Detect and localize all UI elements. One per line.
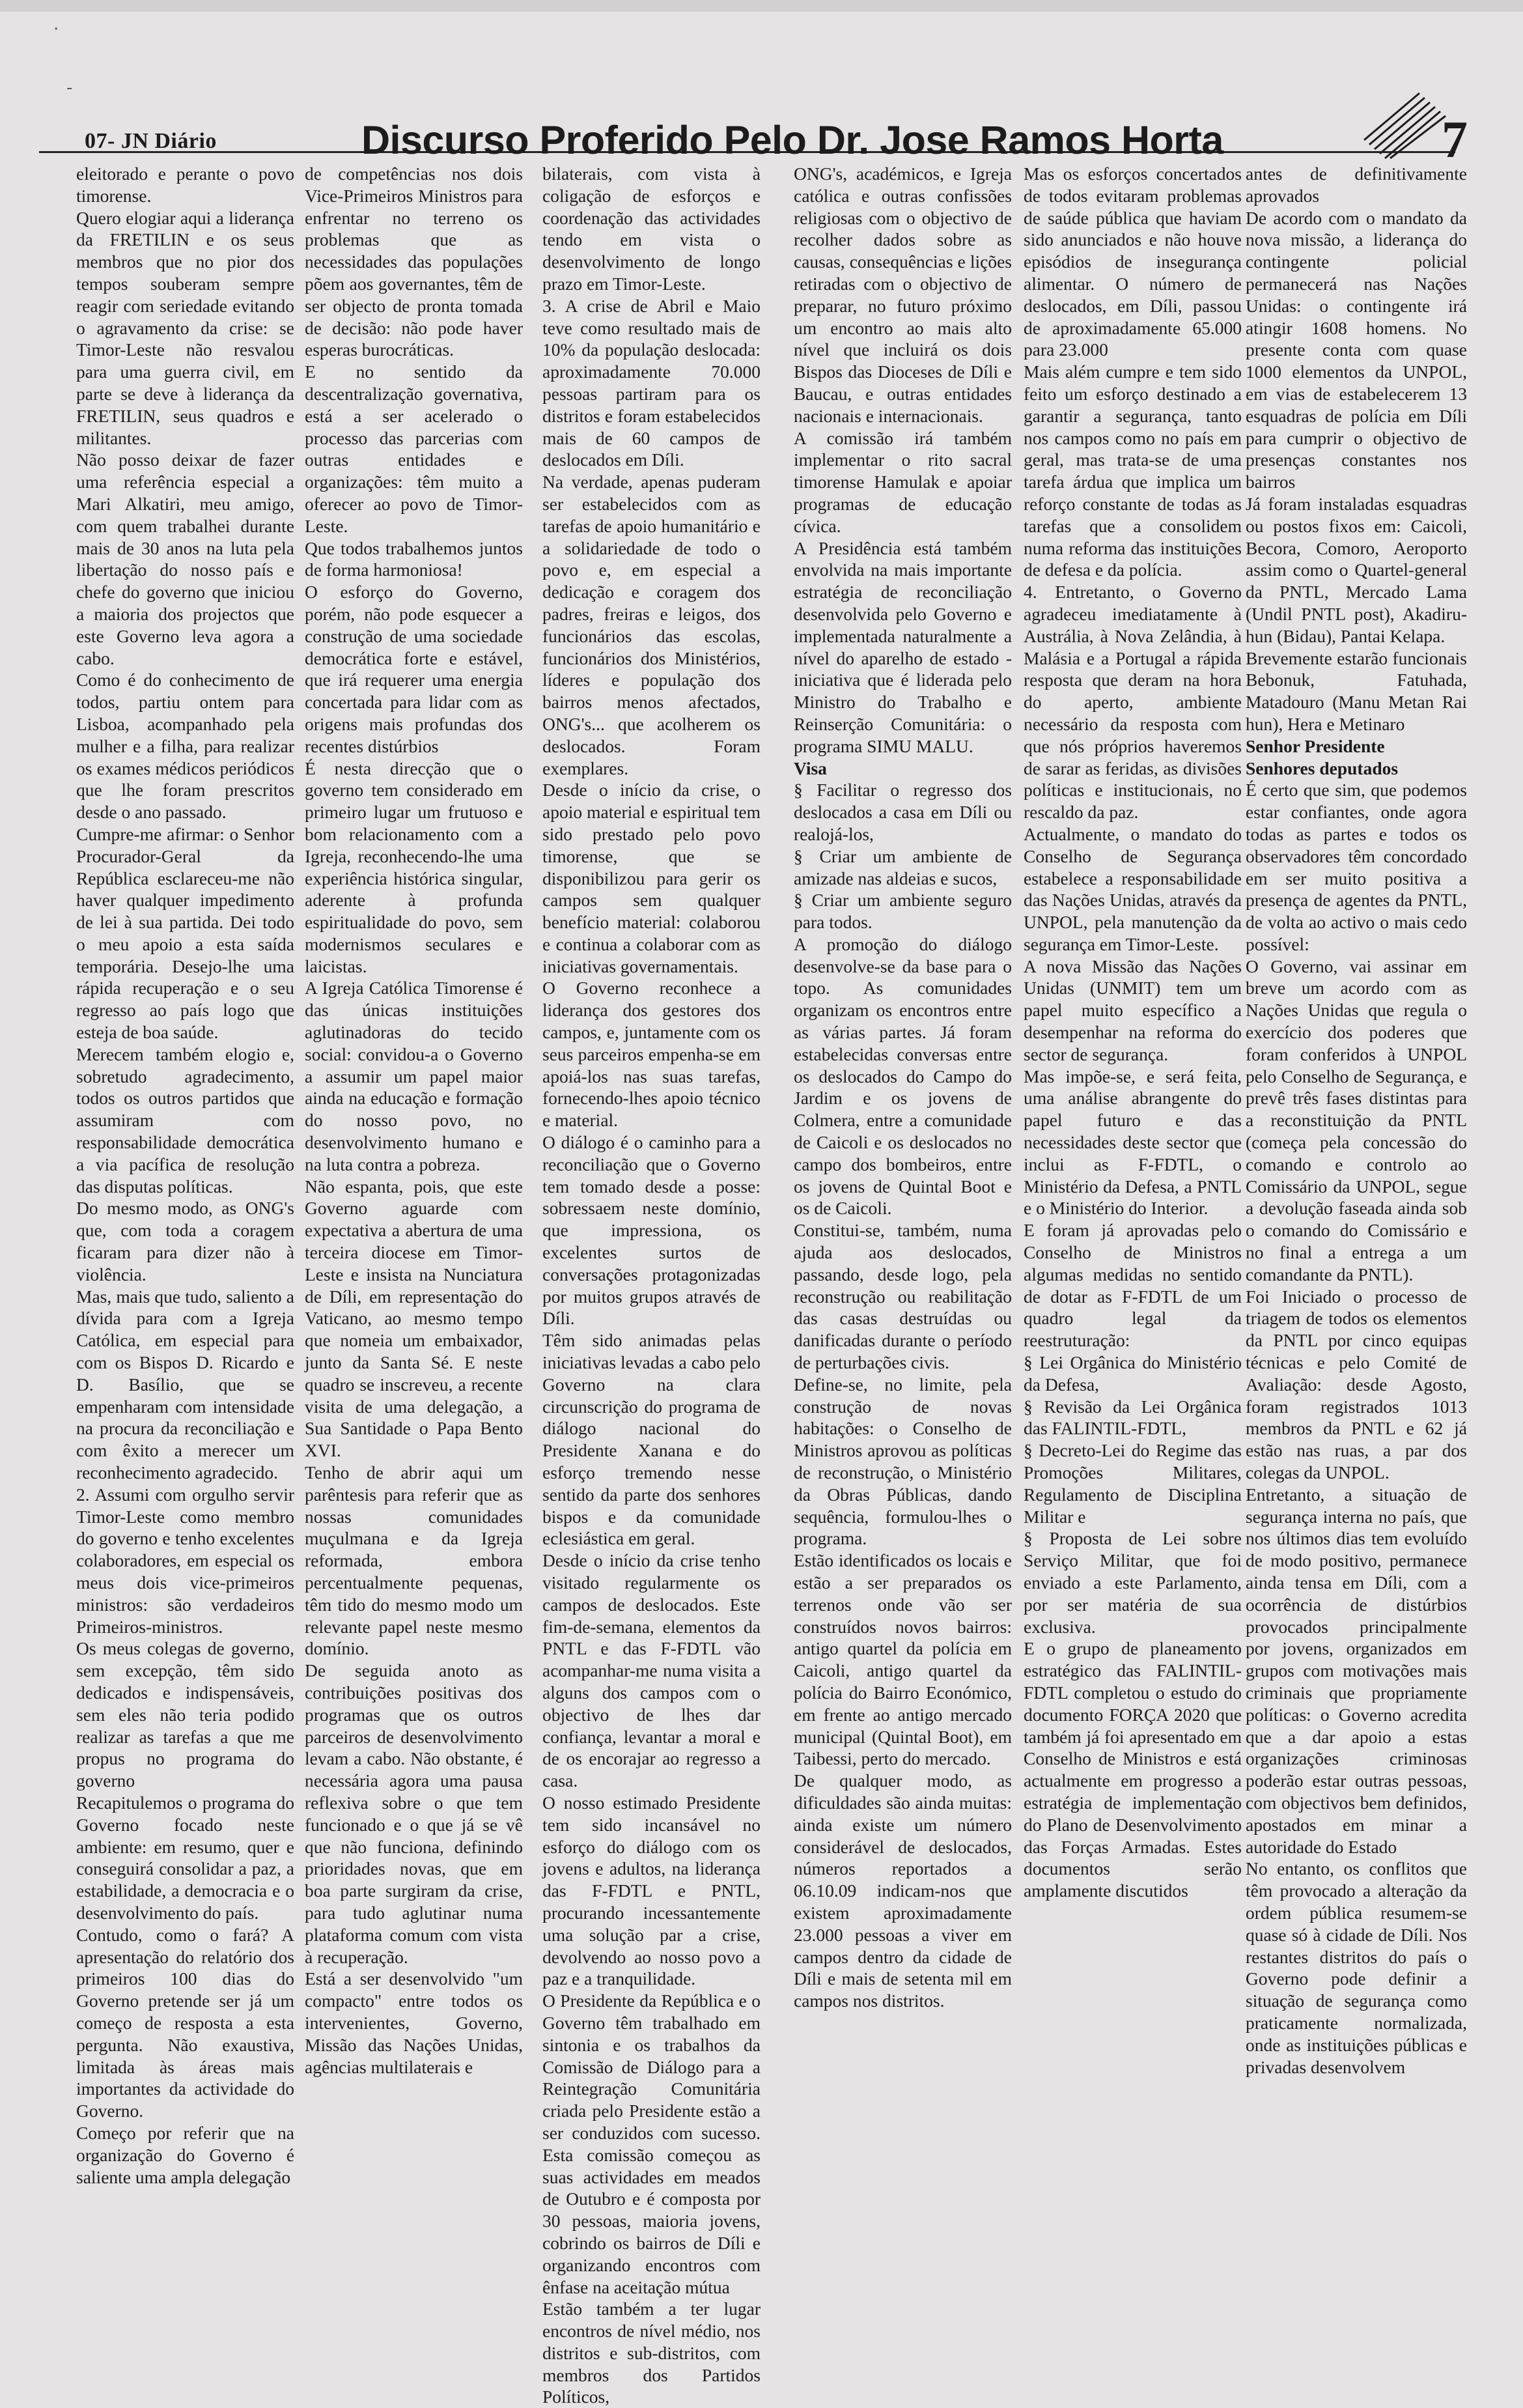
paragraph: Cumpre-me afirmar: o Senhor Procurador-Geral da República esclareceu-me não haver qualquer impedimento de lei à sua partida. Dei todo o meu apoio a esta saída temporária. Desejo-lhe uma rápida recuperação e o seu regresso ao país logo que esteja de boa saúde. — [76, 823, 294, 1043]
paragraph: Na verdade, apenas puderam ser estabelecidos com as tarefas de apoio humanitário e a solidariedade de todo o povo e, em especial a dedicação e coragem dos padres, freiras e leigos, dos funcionários das escolas, funcionários dos Ministérios, líderes e população dos bairros menos afectados, ONG's... que acolherem os deslocados. Foram exemplares. — [542, 472, 761, 778]
paragraph: Merecem também elogio e, sobretudo agradecimento, todos os outros partidos que assumiram com responsabilidade democrática a via pacífica de resolução das disputas políticas. — [76, 1043, 294, 1197]
paragraph: E foram já aprovadas pelo Conselho de Ministros algumas medidas no sentido de dotar as F-FDTL de um quadro legal da reestruturação: — [1024, 1220, 1242, 1351]
paragraph: bilaterais, com vista à coligação de esforços e coordenação das actividades tendo em vista o desenvolvimento de longo prazo em Timor-Leste. — [542, 163, 761, 294]
paragraph: ONG's, académicos, e Igreja católica e outras confissões religiosas com o objectivo de recolher dados sobre as causas, consequências e lições retiradas com o objectivo de preparar, no futuro próximo um encontro ao mais alto nível que incluirá os dois Bispos das Dioceses de Díli e Baucau, e outras entidades nacionais e internacionais. — [794, 163, 1012, 426]
paragraph: Foi Iniciado o processo de triagem de todos os elementos da PNTL por cinco equipas técnicas e pelo Comité de Avaliação: desde Agosto, foram registrados 1013 membros da PNTL e 62 já estão nas ruas, a par dos colegas da UNPOL. — [1246, 1286, 1467, 1483]
paragraph: antes de definitivamente aprovados — [1246, 163, 1467, 206]
paragraph: de competências nos dois Vice-Primeiros Ministros para enfrentar no terreno os problemas que as necessidades das populações põem aos governantes, têm de ser objecto de pronta tomada de decisão: não pode haver esperas burocráticas. — [305, 163, 523, 360]
paragraph: O Governo, vai assinar em breve um acordo com as Nações Unidas que regula o exercício dos poderes que foram conferidos à UNPOL pelo Conselho de Segurança, e prevê três fases distintas para a reconstituição da PNTL (começa pela concessão do comando e controlo ao Comissário da UNPOL, segue a devolução faseada ainda sob o comando do Comissário e no final a entrega a um comandante da PNTL). — [1246, 956, 1467, 1284]
paragraph: A Presidência está também envolvida na mais importante estratégia de reconciliação desenvolvida pelo Governo e implementada naturalmente a nível do aparelho de estado - iniciativa que é liderada pelo Ministro do Trabalho e Reinserção Comunitária: o programa SIMU MALU. — [794, 537, 1012, 756]
paragraph: 3. A crise de Abril e Maio teve como resultado mais de 10% da população deslocada: aproximadamente 70.000 pessoas partiram para os distritos e foram estabelecidos mais de 60 campos de deslocados em Díli. — [542, 295, 761, 470]
paragraph: § Proposta de Lei sobre Serviço Militar, que foi enviado a este Parlamento, por ser matéria de sua exclusiva. — [1024, 1528, 1242, 1637]
paragraph: A promoção do diálogo desenvolve-se da base para o topo. As comunidades organizam os encontros entre as várias partes. Já foram estabelecidas conversas entre os deslocados do Campo do Jardim e os jovens de Colmera, entre a comunidade de Caicoli e os deslocados no campo dos bombeiros, entre os jovens de Quintal Boot e os de Caicoli. — [794, 933, 1012, 1219]
margin-tick-mark: · — [53, 20, 59, 39]
paragraph: Mas os esforços concertados de todos evitaram problemas de saúde pública que haviam sido anunciados e não houve episódios de insegurança alimentar. O número de deslocados, em Díli, passou de aproximadamente 65.000 para 23.000 — [1024, 163, 1242, 360]
paragraph: Estão identificados os locais e estão a ser preparados os terrenos onde vão ser construídos novos bairros: antigo quartel da polícia em Caicoli, antigo quartel da polícia do Bairro Económico, em frente ao antigo mercado municipal (Quintal Boot), em Taibessi, perto do mercado. — [794, 1550, 1012, 1769]
paragraph: De seguida anoto as contribuições positivas dos programas que os outros parceiros de desenvolvimento levam a cabo. Não obstante, é necessária agora uma pausa reflexiva sobre o que tem funcionado e o que já se vê que não funciona, definindo prioridades novas, que em boa parte surgiram da crise, para tudo aglutinar numa plataforma comum com vista à recuperação. — [305, 1660, 523, 1967]
paragraph: O Presidente da República e o Governo têm trabalhado em sintonia e os trabalhos da Comissão de Diálogo para a Reintegração Comunitária criada pelo Presidente estão a ser conduzidos com sucesso. Esta comissão começou as suas actividades em meados de Outubro e é composta por 30 pessoas, maioria jovens, cobrindo os bairros de Díli e organizando encontros com ênfase na aceitação mútua — [542, 1990, 761, 2297]
paragraph: Como é do conhecimento de todos, partiu ontem para Lisboa, acompanhado pela mulher e a filha, para realizar os exames médicos periódicos que lhe foram prescritos desde o ano passado. — [76, 670, 294, 823]
subheading: Senhor Presidente — [1246, 735, 1385, 756]
paragraph: Contudo, como o fará? A apresentação do relatório dos primeiros 100 dias do Governo pretende ser já um começo de resposta a esta pergunta. Não exaustiva, limitada às áreas mais importantes da actividade do Governo. — [76, 1924, 294, 2121]
paragraph: O diálogo é o caminho para a reconciliação que o Governo tem tomado desde a posse: sobressaem neste domínio, que impressiona, os excelentes surtos de conversações protagonizadas por muitos grupos através de Díli. — [542, 1132, 761, 1329]
paragraph: eleitorado e perante o povo timorense. — [76, 163, 294, 206]
paragraph: Do mesmo modo, as ONG's que, com toda a coragem ficaram para dizer não à violência. — [76, 1198, 294, 1284]
paragraph: Define-se, no limite, pela construção de novas habitações: o Conselho de Ministros aprovou as políticas de reconstrução, o Ministério da Obras Públicas, dando sequência, formulou-lhes o programa. — [794, 1374, 1012, 1549]
paragraph: § Criar um ambiente de amizade nas aldeias e sucos, — [794, 845, 1012, 888]
paragraph: Desde o início da crise tenho visitado regularmente os campos de deslocados. Este fim-de-semana, elementos da PNTL e das F-FDTL vão acompanhar-me numa visita a alguns dos campos com o objectivo de lhes dar confiança, levantar a moral e de os encorajar ao regresso a casa. — [542, 1550, 761, 1791]
paragraph: A Igreja Católica Timorense é das únicas instituições aglutinadoras do tecido social: convidou-a o Governo a assumir um papel maior ainda na educação e formação do nosso povo, no desenvolvimento humano e na luta contra a pobreza. — [305, 978, 523, 1174]
paragraph: O nosso estimado Presidente tem sido incansável no esforço do diálogo com os jovens e adultos, na liderança das F-FDTL e PNTL, procurando incessantemente uma solução par a crise, devolvendo ao nosso povo a paz e a tranquilidade. — [542, 1792, 761, 1989]
paragraph: E no sentido da descentralização governativa, está a ser acelerado o processo das parcerias com outras entidades e organizações: têm muito a oferecer ao povo de Timor-Leste. — [305, 361, 523, 536]
paragraph: Brevemente estarão funcionais Bebonuk, Fatuhada, Matadouro (Manu Metan Rai hun), Hera e Metinaro — [1246, 647, 1467, 734]
paragraph: É certo que sim, que podemos estar confiantes, onde agora todas as partes e todos os observadores têm concordado em ser muito positiva a presença de agentes da PNTL, de volta ao activo o mais cedo possível: — [1246, 780, 1467, 954]
paragraph: De qualquer modo, as dificuldades são ainda muitas: ainda existe um número considerável de deslocados, números reportados a 06.10.09 indicam-nos que existem aproximadamente 23.000 pessoas a viver em campos dentro da cidade de Díli e mais de setenta mil em campos nos distritos. — [794, 1770, 1012, 2011]
paragraph: Mais além cumpre e tem sido feito um esforço destinado a garantir a segurança, tanto nos campos como no país em geral, mas trata-se de uma tarefa árdua que implica um reforço constante de todas as tarefas que a consolidem numa reforma das instituições de defesa e da polícia. — [1024, 361, 1242, 580]
paragraph: De acordo com o mandato da nova missão, a liderança do contingente policial permanecerá nas Nações Unidas: o contingente irá atingir 1608 homens. No presente conta com quase 1000 elementos da UNPOL, em vias de estabelecerem 13 esquadras de polícia em Díli para cumprir o objectivo de presenças constantes nos bairros — [1246, 207, 1467, 492]
paragraph: § Decreto-Lei do Regime das Promoções Militares, Regulamento de Disciplina Militar e — [1024, 1440, 1242, 1527]
paragraph: Estão também a ter lugar encontros de nível médio, nos distritos e sub-distritos, com membros dos Partidos Políticos, — [542, 2299, 761, 2407]
paragraph: Quero elogiar aqui a liderança da FRETILIN e os seus membros que no pior dos tempos souberam sempre reagir com seriedade evitando o agravamento da crise: se Timor-Leste não resvalou para uma guerra civil, em parte se deve à liderança da FRETILIN, seus quadros e militantes. — [76, 207, 294, 448]
paragraph: Está a ser desenvolvido "um compacto" entre todos os intervenientes, Governo, Missão das Nações Unidas, agências multilaterais e — [305, 1968, 523, 2077]
paragraph: Não espanta, pois, que este Governo aguarde com expectativa a abertura de uma terceira diocese em Timor-Leste e insista na Nunciatura de Díli, em representação do Vaticano, ao mesmo tempo que nomeia um embaixador, junto da Santa Sé. E neste quadro se inscreveu, a recente visita de uma delegação, a Sua Santidade o Papa Bento XVI. — [305, 1176, 523, 1461]
paragraph: 4. Entretanto, o Governo agradeceu imediatamente à Austrália, à Nova Zelândia, à Malásia e a Portugal a rápida resposta que deram na hora do aperto, ambiente necessário da resposta com que nós próprios haveremos de sarar as feridas, as divisões políticas e institucionais, no rescaldo da paz. — [1024, 582, 1242, 823]
paragraph: § Revisão da Lei Orgânica das FALINTIL-FDTL, — [1024, 1396, 1242, 1439]
article-column-6 — [1246, 163, 1467, 2094]
paragraph: Recapitulemos o programa do Governo focado neste ambiente: em resumo, quer e conseguirá consolidar a paz, a estabilidade, a democracia e o desenvolvimento do país. — [76, 1792, 294, 1923]
paragraph: § Criar um ambiente seguro para todos. — [794, 890, 1012, 933]
article-column-4 — [794, 163, 1012, 2094]
article-column-5 — [1024, 163, 1242, 2094]
paragraph: § Lei Orgânica do Ministério da Defesa, — [1024, 1352, 1242, 1395]
paragraph: Entretanto, a situação de segurança interna no país, que nos últimos dias tem evoluído de modo positivo, permanece ainda tensa em Díli, com a ocorrência de distúrbios provocados principalmente por jovens, organizados em grupos com motivações mais criminais que propriamente políticas: o Governo acredita que a dar apoio a estas organizações criminosas poderão estar outras pessoas, com objectivos bem definidos, apostados em minar a autoridade do Estado — [1246, 1484, 1467, 1857]
paragraph: Mas impõe-se, e será feita, uma análise abrangente do papel futuro e das necessidades deste sector que inclui as F-FDTL, o Ministério da Defesa, a PNTL e o Ministério do Interior. — [1024, 1066, 1242, 1219]
paragraph: A comissão irá também implementar o rito sacral timorense Hamulak e apoiar programas de educação cívica. — [794, 427, 1012, 536]
paragraph: Começo por referir que na organização do Governo é saliente uma ampla delegação — [76, 2122, 294, 2187]
publication-label: 07- JN Diário — [85, 129, 217, 153]
paragraph: Que todos trabalhemos juntos de forma harmoniosa! — [305, 537, 523, 580]
paragraph: E o grupo de planeamento estratégico das FALINTIL-FDTL completou o estudo do documento FORÇA 2020 que também já foi apresentado em Conselho de Ministros e está actualmente em progresso a estratégia de implementação do Plano de Desenvolvimento das Forças Armadas. Estes documentos serão amplamente discutidos — [1024, 1638, 1242, 1901]
subheading: Visa — [794, 758, 827, 778]
paragraph: Mas, mais que tudo, saliento a dívida para com a Igreja Católica, em especial para com os Bispos D. Ricardo e D. Basílio, que se empenharam com intensidade na procura da reconciliação e com êxito a merecer um reconhecimento agradecido. — [76, 1286, 294, 1483]
paragraph: É nesta direcção que o governo tem considerado em primeiro lugar um frutuoso e bom relacionamento com a Igreja, reconhecendo-lhe uma experiência histórica singular, aderente à profunda espiritualidade do povo, sem modernismos seculares e laicistas. — [305, 758, 523, 976]
paragraph: O esforço do Governo, porém, não pode esquecer a construção de uma sociedade democrática forte e estável, que irá requerer uma energia concertada para lidar com as origens mais profundas dos recentes distúrbios — [305, 582, 523, 756]
paragraph: Já foram instaladas esquadras ou postos fixos em: Caicoli, Becora, Comoro, Aeroporto assim como o Quartel-general da PNTL, Mercado Lama (Undil PNTL post), Akadiru-hun (Bidau), Pantai Kelapa. — [1246, 493, 1467, 646]
paragraph: Não posso deixar de fazer uma referência especial a Mari Alkatiri, meu amigo, com quem trabalhei durante mais de 30 anos na luta pela libertação do nosso país e chefe do governo que iniciou a maioria dos projectos que este Governo leva agora a cabo. — [76, 449, 294, 668]
paragraph: A nova Missão das Nações Unidas (UNMIT) tem um papel muito específico a desempenhar na reforma do sector de segurança. — [1024, 956, 1242, 1064]
article-column-2 — [305, 163, 523, 2094]
paragraph: O Governo reconhece a liderança dos gestores dos campos, e, juntamente com os seus parceiros empenha-se em apoiá-los nas suas tarefas, fornecendo-lhes apoio técnico e material. — [542, 978, 761, 1131]
paragraph: 2. Assumi com orgulho servir Timor-Leste como membro do governo e tenho excelentes colaboradores, em especial os meus dois vice-primeiros ministros: são verdadeiros Primeiros-ministros. — [76, 1484, 294, 1637]
page-title: Discurso Proferido Pelo Dr. Jose Ramos Horta — [361, 118, 1223, 162]
paragraph: Constitui-se, também, numa ajuda aos deslocados, passando, desde logo, pela reconstrução ou reabilitação das casas destruídas ou danificadas durante o período de perturbações civis. — [794, 1220, 1012, 1373]
paragraph: § Facilitar o regresso dos deslocados a casa em Díli ou realojá-los, — [794, 780, 1012, 844]
paragraph: No entanto, os conflitos que têm provocado a alteração da ordem pública resumem-se quase só à cidade de Díli. Nos restantes distritos do país o Governo pode definir a situação de segurança como praticamente normalizada, onde as instituições públicas e privadas desenvolvem — [1246, 1858, 1467, 2077]
article-column-3 — [542, 163, 761, 2407]
scan-top-edge — [0, 0, 1523, 12]
article-column-1 — [76, 163, 294, 2187]
margin-tick-mark: - — [66, 78, 73, 98]
subheading: Senhores deputados — [1246, 758, 1399, 778]
paragraph: Tenho de abrir aqui um parêntesis para referir que as nossas comunidades muçulmana e da Igreja reformada, embora percentualmente pequenas, têm tido do mesmo modo um relevante papel neste mesmo domínio. — [305, 1462, 523, 1659]
paragraph: Actualmente, o mandato do Conselho de Segurança estabelece a responsabilidade das Nações Unidas, através da UNPOL, pela manutenção da segurança em Timor-Leste. — [1024, 823, 1242, 954]
page-number: 7 — [1442, 111, 1468, 169]
paragraph: Os meus colegas de governo, sem excepção, têm sido dedicados e indispensáveis, sem eles não teria podido realizar as tarefas a que me propus no programa do governo — [76, 1638, 294, 1791]
diagonal-stripes-ornament — [1358, 88, 1455, 160]
paragraph: Desde o início da crise, o apoio material e espiritual tem sido prestado pelo povo timorense, que se disponibilizou para gerir os campos sem qualquer benefício material: colaborou e continua a colaborar com as iniciativas governamentais. — [542, 780, 761, 976]
paragraph: Têm sido animadas pelas iniciativas levadas a cabo pelo Governo na clara circunscrição do programa de diálogo nacional do Presidente Xanana e do esforço tremendo nesse sentido da parte dos senhores bispos e da comunidade eclesiástica em geral. — [542, 1330, 761, 1549]
